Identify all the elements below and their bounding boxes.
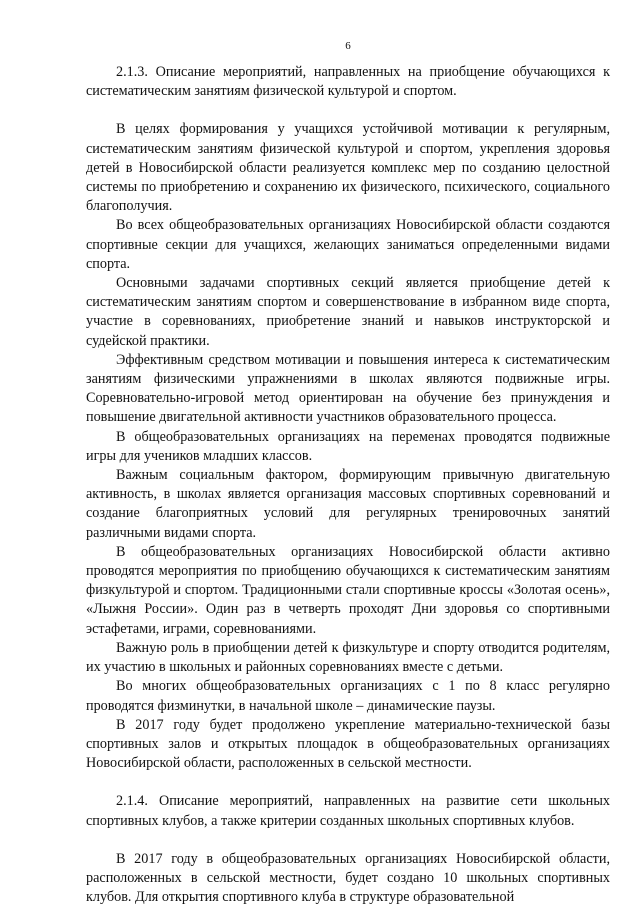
paragraph: В общеобразовательных организациях на переменах проводятся подвижные игры для учеников младших классов.: [86, 428, 610, 464]
paragraph: В 2017 году в общеобразовательных организациях Новосибирской области, расположенных в сельской местности, будет создано 10 школьных спортивных клубов. Для открытия спортивного клуба в структуре образовательной: [86, 850, 610, 906]
document-page: [86, 0, 610, 905]
section-heading-2-1-3: 2.1.3. Описание мероприятий, направленных на приобщение обучающихся к систематическим занятиям физической культурой и спортом.: [86, 64, 610, 100]
paragraph: Во многих общеобразовательных организациях с 1 по 8 класс регулярно проводятся физминутки, в начальной школе – динамические паузы.: [86, 678, 610, 714]
paragraph: Эффективным средством мотивации и повышения интереса к систематическим занятиям физическими упражнениями в школах являются подвижные игры. Соревновательно-игровой метод ориентирован на обучение без принуждения и повышение двигательной активности участников образовательного процесса.: [86, 351, 610, 426]
document-body: [86, 63, 610, 907]
paragraph: Основными задачами спортивных секций является приобщение детей к систематическим занятиям спортом и совершенствование в избранном виде спорта, участие в соревнованиях, приобретение знаний и навыков инструкторской и судейской практики.: [86, 275, 610, 349]
paragraph: Важную роль в приобщении детей к физкультуре и спорту отводится родителям, их участию в школьных и районных соревнованиях вместе с детьми.: [86, 639, 610, 676]
paragraph: Важным социальным фактором, формирующим привычную двигательную активность, в школах является организация массовых спортивных соревнований и создание благоприятных условий для регулярных тренировочных занятий различными видами спорта.: [86, 467, 610, 541]
page-number: 6: [345, 40, 351, 52]
paragraph: В общеобразовательных организациях Новосибирской области активно проводятся мероприятия по приобщению обучающихся к систематическим занятиям физкультурой и спортом. Традиционными стали спортивные кроссы «Золотая осень», «Лыжня России». Один раз в четверть проходят Дни здоровья со спортивными эстафетами, играми, соревнованиями.: [86, 543, 610, 637]
paragraph: Во всех общеобразовательных организациях Новосибирской области создаются спортивные секции для учащихся, желающих заниматься определенными видами спорта.: [86, 217, 610, 272]
paragraph: В целях формирования у учащихся устойчивой мотивации к регулярным, систематическим занятиям физической культурой и спортом, укрепления здоровья детей в Новосибирской области реализуется комплекс мер по созданию целостной системы по приобретению и сохранению их физического, психического, социального благополучия.: [86, 121, 610, 215]
section-heading-2-1-4: 2.1.4. Описание мероприятий, направленных на развитие сети школьных спортивных клубов, а также критерии созданных школьных спортивных клубов.: [86, 793, 610, 829]
paragraph: В 2017 году будет продолжено укрепление материально-технической базы спортивных залов и открытых площадок в общеобразовательных организациях Новосибирской области, расположенных в сельской местности.: [86, 716, 610, 772]
